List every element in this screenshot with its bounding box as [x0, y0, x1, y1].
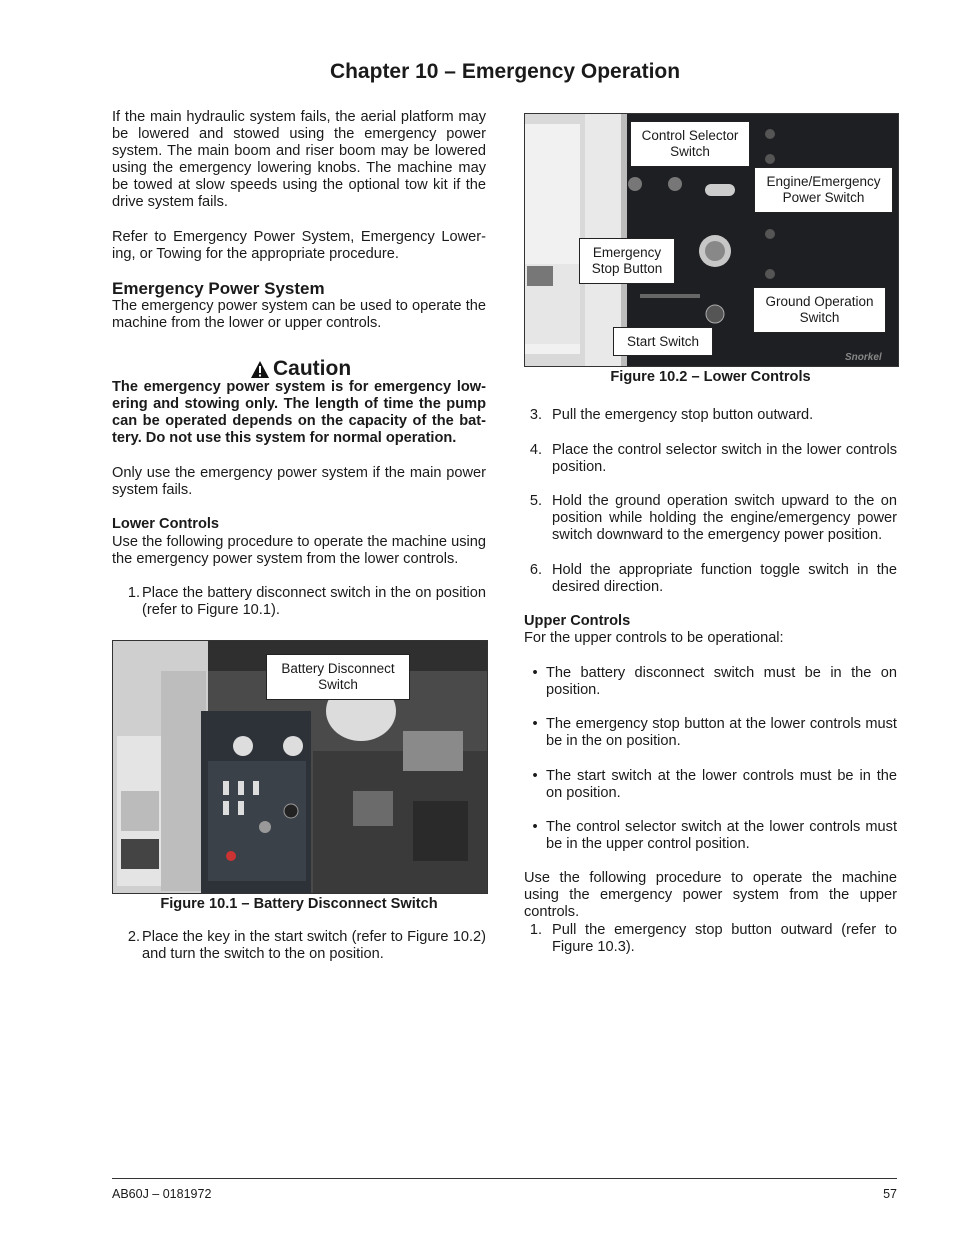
caution-text: The emergency power system is for emergency low-ering and stowing only. The length of time the pump can be operated depends on the capacity of the bat-tery. Do not use this system for normal operation.: [112, 379, 486, 446]
upper-controls-heading: Upper Controls: [524, 613, 631, 629]
lower-step-4: [524, 442, 897, 476]
bullet-text: The start switch at the lower controls must be in the on position.: [546, 768, 897, 801]
warning-triangle-icon: [250, 360, 270, 379]
intro-paragraph-1: If the main hydraulic system fails, the aerial platform may be lowered and stowed using the emergency power system. The main boom and riser boom may be lowered using the emergency lowering knobs. The machine may be towed at slow speeds using the optional tow kit if the drive system fails.: [112, 109, 486, 210]
upper-bullet-2: [524, 716, 897, 750]
callout-engine-emergency: Engine/Emergency Power Switch: [754, 167, 893, 213]
step-text: Place the key in the start switch (refer to Figure 10.2) and turn the switch to the on position.: [142, 929, 486, 962]
bullet-dot: •: [532, 665, 538, 681]
lower-controls-intro: Use the following procedure to operate the machine using the emergency power system from the lower controls.: [112, 534, 486, 567]
step-number: 6.: [529, 562, 542, 578]
caution-heading: [250, 357, 351, 381]
footer-doc-id: AB60J – 0181972: [112, 1187, 212, 1201]
bullet-dot: •: [532, 716, 538, 732]
only-use-text: Only use the emergency power system if the main power system fails.: [112, 465, 486, 498]
upper-controls-intro: For the upper controls to be operational:: [524, 630, 784, 646]
step-number: 5.: [529, 493, 542, 509]
step-number: 3.: [529, 407, 542, 423]
step-number: 4.: [529, 442, 542, 458]
lower-step-3: [524, 407, 897, 424]
eps-heading: Emergency Power System: [112, 279, 325, 298]
step-number: 2.: [127, 929, 140, 945]
bullet-dot: •: [532, 819, 538, 835]
bullet-text: The control selector switch at the lower controls must be in the upper control position.: [546, 819, 897, 852]
lower-controls-heading: Lower Controls: [112, 516, 220, 532]
footer-rule: [112, 1178, 897, 1179]
bullet-text: The battery disconnect switch must be in the on position.: [546, 665, 897, 698]
lower-step-2: [112, 929, 486, 963]
lower-step-5: [524, 493, 897, 544]
callout-start-switch: Start Switch: [613, 327, 713, 356]
callout-emergency-stop: Emergency Stop Button: [579, 238, 675, 284]
upper-procedure-intro: Use the following procedure to operate the machine using the emergency power system from the upper controls.: [524, 870, 897, 920]
lower-step-1: [112, 585, 486, 619]
step-text: Pull the emergency stop button outward (refer to Figure 10.3).: [552, 922, 897, 955]
bullet-dot: •: [532, 768, 538, 784]
chapter-title: Chapter 10 – Emergency Operation: [329, 60, 681, 83]
step-text: Hold the ground operation switch upward to the on position while holding the engine/emergency power switch downward to the emergency power position.: [552, 493, 897, 543]
intro-paragraph-2: Refer to Emergency Power System, Emergency Lower-ing, or Towing for the appropriate procedure.: [112, 229, 486, 262]
upper-step-1: [524, 922, 897, 956]
caution-title: Caution: [273, 357, 352, 380]
eps-text: The emergency power system can be used to operate the machine from the lower or upper controls.: [112, 298, 486, 331]
step-text: Place the control selector switch in the lower controls position.: [552, 442, 897, 475]
figure-10-2-caption: Figure 10.2 – Lower Controls: [610, 369, 811, 385]
upper-bullet-3: [524, 768, 897, 802]
step-text: Hold the appropriate function toggle switch in the desired direction.: [552, 562, 897, 595]
svg-text:Snorkel: Snorkel: [845, 352, 882, 363]
footer-page-number: 57: [883, 1187, 897, 1201]
upper-bullet-4: [524, 819, 897, 853]
figure-10-1-caption: Figure 10.1 – Battery Disconnect Switch: [160, 896, 438, 912]
bullet-text: The emergency stop button at the lower controls must be in the on position.: [546, 716, 897, 749]
step-text: Place the battery disconnect switch in the on position (refer to Figure 10.1).: [142, 585, 486, 618]
step-text: Pull the emergency stop button outward.: [552, 407, 814, 423]
step-number: 1.: [529, 922, 542, 938]
lower-step-6: [524, 562, 897, 596]
callout-ground-operation: Ground Operation Switch: [753, 287, 886, 333]
upper-bullet-1: [524, 665, 897, 699]
step-number: 1.: [127, 585, 140, 601]
callout-control-selector: Control Selector Switch: [630, 121, 750, 167]
callout-battery-disconnect: Battery Disconnect Switch: [266, 654, 410, 700]
